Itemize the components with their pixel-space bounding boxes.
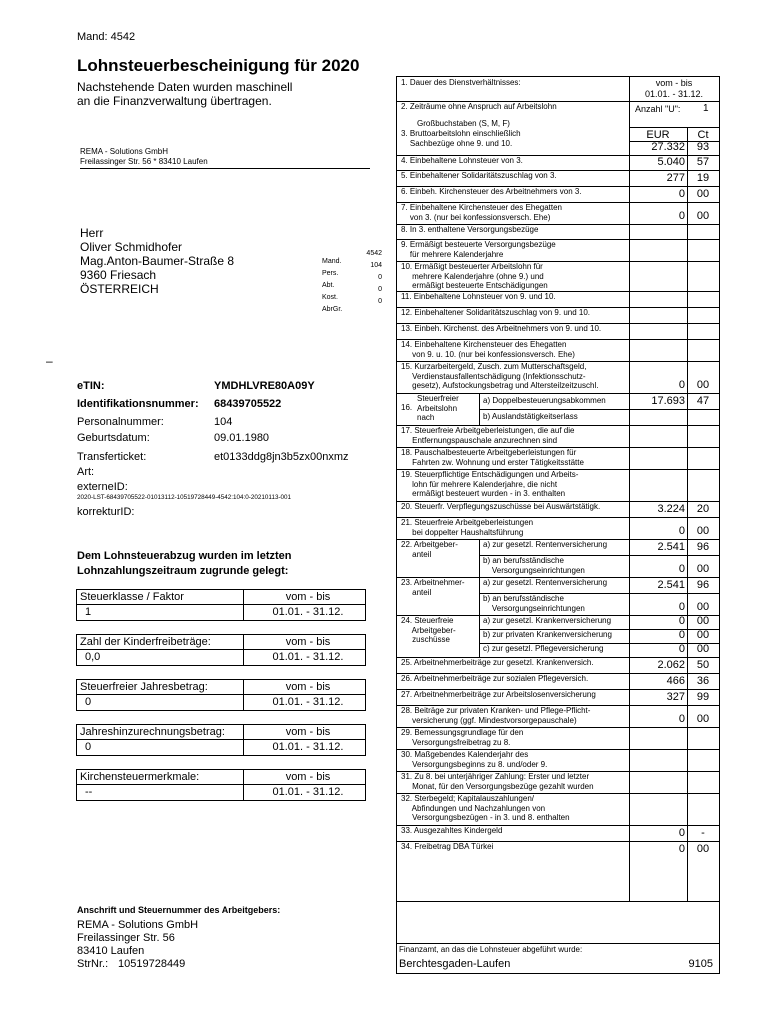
finanzamt-name: Berchtesgaden-Laufen <box>399 958 511 970</box>
row-label: 19. Steuerpflichtige Entschädigungen und Arbeits- lohn für mehrere Kalenderjahre, die nicht ermäßigt besteuert wurden - in 3. enthalten <box>401 470 579 498</box>
steuerklasse-box <box>76 589 366 623</box>
row-1 <box>397 77 719 101</box>
ct-value: 00 <box>696 713 710 725</box>
externeid-value: 2020-LST-68439705522-01013112-10519728449-4542:104:0-20210113-001 <box>77 494 292 501</box>
box-value: 1 <box>85 606 92 618</box>
eur-value: 0 <box>678 629 685 641</box>
row-label: 8. In 3. enthaltene Versorgungsbezüge <box>401 225 539 234</box>
row-label: 1. Dauer des Dienstverhältnisses: <box>401 78 521 87</box>
row-label: 28. Beiträge zur privaten Kranken- und Pflege-Pflicht- versicherung (ggf. Mindestvorsorgepauschale) <box>401 706 591 725</box>
row-22-b <box>397 555 719 577</box>
eur-value: 2.062 <box>657 659 685 671</box>
row-label: 15. Kurzarbeitergeld, Zusch. zum Mutterschaftsgeld, Verdienstausfallentschädigung (Infektionsschutz- gesetz), Aufstockungsbetrag und Altersteilzeitzuschl. <box>401 362 599 390</box>
ct-value: 00 <box>696 643 710 655</box>
birthdate-label: Geburtsdatum: <box>77 432 150 444</box>
row-32 <box>397 793 719 825</box>
eur-value: 17.693 <box>651 395 685 407</box>
code-value: 4542 <box>366 250 382 257</box>
box-value: 0 <box>85 696 92 708</box>
externeid-label: externeID: <box>77 481 128 493</box>
row-label: c) zur gesetzl. Pflegeversicherung <box>483 644 604 653</box>
eur-value: 0 <box>678 210 685 222</box>
birthdate-value: 09.01.1980 <box>214 432 270 444</box>
finanzamt-label: Finanzamt, an das die Lohnsteuer abgeführt wurde: <box>399 945 583 954</box>
row-label: 4. Einbehaltene Lohnsteuer von 3. <box>401 156 523 165</box>
row-8 <box>397 224 719 239</box>
row-24-b <box>397 629 719 643</box>
ct-value: 93 <box>696 141 710 153</box>
row-1-vom-bis: vom - bis <box>655 78 693 88</box>
row-3-values <box>397 141 719 155</box>
row-6 <box>397 186 719 202</box>
ct-value: 50 <box>696 659 710 671</box>
etin-value: YMDHLVRE80A09Y <box>214 380 315 392</box>
eur-value: 2.541 <box>657 579 685 591</box>
persnr-value: 104 <box>214 416 233 428</box>
row-16b-label: b) Auslandstätigkeitserlass <box>483 412 578 421</box>
ct-value: 00 <box>696 188 710 200</box>
row-16-title: Steuerfreier Arbeitslohn nach <box>417 394 459 422</box>
eur-value: 0 <box>678 827 685 839</box>
employer-street: Freilassinger Str. 56 <box>77 932 175 944</box>
row-label: 31. Zu 8. bei unterjähriger Zahlung: Erster und letzter Monat, für den Versorgungsbezüge gezahlt wurden <box>401 772 594 791</box>
code-label: Pers. <box>322 270 339 277</box>
row-29 <box>397 727 719 749</box>
row-label: a) zur gesetzl. Krankenversicherung <box>483 616 612 625</box>
row-label: 5. Einbehaltener Solidaritätszuschlag von 3. <box>401 171 557 180</box>
box-value: 0 <box>85 741 92 753</box>
row-label: 11. Einbehaltene Lohnsteuer von 9. und 10. <box>401 292 556 301</box>
ct-value: 00 <box>696 525 710 537</box>
row-label: 17. Steuerfreie Arbeitgeberleistungen, die auf die Entfernungspauschale anzurechnen sind <box>401 426 575 445</box>
idnr-value: 68439705522 <box>214 398 282 410</box>
code-label: AbrGr. <box>322 306 343 313</box>
box-period: 01.01. - 31.12. <box>272 696 344 708</box>
ct-value: 20 <box>696 503 710 515</box>
recipient-street: Mag.Anton-Baumer-Straße 8 <box>80 254 235 268</box>
row-label: 10. Ermäßigt besteuerter Arbeitslohn für mehrere Kalenderjahre (ohne 9.) und ermäßigt besteuerte Entschädigungen <box>401 262 548 290</box>
row-label: 12. Einbehaltener Solidaritätszuschlag von 9. und 10. <box>401 308 591 317</box>
fold-mark: – <box>46 354 53 368</box>
row-label: 7. Einbehaltene Kirchensteuer des Ehegatten von 3. (nur bei konfessionsversch. Ehe) <box>401 203 563 222</box>
row-10 <box>397 261 719 291</box>
ct-value: 99 <box>696 691 710 703</box>
recipient-city: 9360 Friesach <box>80 268 157 282</box>
row-label: 21. Steuerfreie Arbeitgeberleistungen bei doppelter Haushaltsführung <box>401 518 534 537</box>
employer-name: REMA - Solutions GmbH <box>77 919 199 931</box>
row-16a-label: a) Doppelbesteuerungsabkommen <box>483 396 606 405</box>
row-16-number: 16. <box>401 403 413 412</box>
box-label: Kirchensteuermerkmale: <box>80 771 200 783</box>
row-23-a <box>397 577 719 593</box>
row-label: 9. Ermäßigt besteuerte Versorgungsbezüge für mehrere Kalenderjahre <box>401 240 556 259</box>
ct-value: 57 <box>696 156 710 168</box>
row-24-c <box>397 643 719 657</box>
row-22-title: 22. Arbeitgeber- anteil <box>401 540 458 559</box>
eur-value: 0 <box>678 563 685 575</box>
row-27 <box>397 689 719 705</box>
row-7 <box>397 202 719 224</box>
row-9 <box>397 239 719 261</box>
employer-heading: Anschrift und Steuernummer des Arbeitgebers: <box>77 905 281 915</box>
code-value: 104 <box>370 262 382 269</box>
box-period-label: vom - bis <box>285 681 331 693</box>
row-1-period: 01.01. - 31.12. <box>644 89 704 99</box>
jahresbetrag-box <box>76 679 366 713</box>
box-period-label: vom - bis <box>285 591 331 603</box>
box-period: 01.01. - 31.12. <box>272 741 344 753</box>
row-24-title: 24. Steuerfreie Arbeitgeber- zuschüsse <box>401 616 456 644</box>
row-11 <box>397 291 719 307</box>
box-period: 01.01. - 31.12. <box>272 606 344 618</box>
row-14 <box>397 339 719 361</box>
code-label: Abt. <box>322 282 335 289</box>
row-label: 26. Arbeitnehmerbeiträge zur sozialen Pflegeversich. <box>401 674 589 683</box>
row-3-label: 3. Bruttoarbeitslohn einschließlich Sachbezüge ohne 9. und 10. <box>401 129 521 148</box>
basis-line-2: Lohnzahlungszeitraum zugrunde gelegt: <box>77 565 289 577</box>
finanzamt-number: 9105 <box>688 958 713 970</box>
ct-value: 19 <box>696 172 710 184</box>
row-13 <box>397 323 719 339</box>
row-label: 18. Pauschalbesteuerte Arbeitgeberleistungen für Fahrten zw. Wohnung und erster Tätigkeitsstätte <box>401 448 584 467</box>
subtitle-line-2: an die Finanzverwaltung übertragen. <box>77 94 272 108</box>
row-15 <box>397 361 719 393</box>
row-label: 2. Zeiträume ohne Anspruch auf Arbeitslohn <box>401 102 557 111</box>
row-28 <box>397 705 719 727</box>
recipient-salutation: Herr <box>80 226 104 240</box>
row-label: 34. Freibetrag DBA Türkei <box>401 842 494 851</box>
row-17 <box>397 425 719 447</box>
code-label: Kost. <box>322 294 338 301</box>
row-2-anzahl-label: Anzahl "U": <box>635 104 681 114</box>
box-value: 0,0 <box>85 651 101 663</box>
row-label: 25. Arbeitnehmerbeiträge zur gesetzl. Krankenversich. <box>401 658 594 667</box>
row-20 <box>397 501 719 517</box>
ct-value: 00 <box>696 615 710 627</box>
row-19 <box>397 469 719 501</box>
row-21 <box>397 517 719 539</box>
ct-value: - <box>701 827 705 839</box>
eur-value: 5.040 <box>657 156 685 168</box>
row-18 <box>397 447 719 469</box>
row-label: 27. Arbeitnehmerbeiträge zur Arbeitslosenversicherung <box>401 690 596 699</box>
employer-city: 83410 Laufen <box>77 945 145 957</box>
art-label: Art: <box>77 466 95 478</box>
row-22-a <box>397 539 719 555</box>
row-label: 33. Ausgezahltes Kindergeld <box>401 826 503 835</box>
ct-value: 96 <box>696 541 710 553</box>
eur-value: 27.332 <box>651 141 685 153</box>
ct-value: 00 <box>696 629 710 641</box>
box-label: Zahl der Kinderfreibeträge: <box>80 636 211 648</box>
eur-value: 2.541 <box>657 541 685 553</box>
ticket-value: et0133ddg8jn3b5zx00nxmz <box>214 451 349 463</box>
row-label: a) zur gesetzl. Rentenversicherung <box>483 578 608 587</box>
row-2-anzahl-value: 1 <box>703 103 709 114</box>
kinderfreibetraege-box <box>76 634 366 668</box>
row-24-a <box>397 615 719 629</box>
row-label: 6. Einbeh. Kirchensteuer des Arbeitnehmers von 3. <box>401 187 582 196</box>
eur-value: 327 <box>666 691 685 703</box>
basis-line-1: Dem Lohnsteuerabzug wurden im letzten <box>77 550 292 562</box>
eur-header: EUR <box>646 129 670 141</box>
eur-value: 3.224 <box>657 503 685 515</box>
ct-value: 36 <box>696 675 710 687</box>
ct-value: 00 <box>696 843 710 855</box>
row-5 <box>397 170 719 186</box>
kirchensteuer-box <box>76 769 366 803</box>
ct-value: 47 <box>696 395 710 407</box>
row-12 <box>397 307 719 323</box>
row-label: 30. Maßgebendes Kalenderjahr des Versorgungsbeginns zu 8. und/oder 9. <box>401 750 548 769</box>
row-2 <box>397 101 719 117</box>
row-label: 13. Einbeh. Kirchenst. des Arbeitnehmers von 9. und 10. <box>401 324 602 333</box>
row-label: a) zur gesetzl. Rentenversicherung <box>483 540 608 549</box>
box-label: Steuerklasse / Faktor <box>80 591 184 603</box>
row-label: 32. Sterbegeld; Kapitalauszahlungen/ Abfindungen und Nachzahlungen von Versorgungsbezügen - in 3. und 8. enthalten <box>401 794 570 822</box>
eur-value: 0 <box>678 843 685 855</box>
internal-codes <box>322 250 382 313</box>
box-period-label: vom - bis <box>285 636 331 648</box>
idnr-label: Identifikationsnummer: <box>77 398 199 410</box>
ct-value: 00 <box>696 563 710 575</box>
row-31 <box>397 771 719 793</box>
box-value: -- <box>85 786 93 798</box>
ticket-label: Transferticket: <box>77 451 147 463</box>
row-23-title: 23. Arbeitnehmer- anteil <box>401 578 465 597</box>
row-label: b) zur privaten Krankenversicherung <box>483 630 612 639</box>
row-label: b) an berufsständische Versorgungseinrichtungen <box>483 594 585 613</box>
row-label: b) an berufsständische Versorgungseinrichtungen <box>483 556 585 575</box>
box-label: Jahreshinzurechnungsbetrag: <box>80 726 225 738</box>
box-period-label: vom - bis <box>285 771 331 783</box>
sender-divider <box>80 168 370 169</box>
row-label: 20. Steuerfr. Verpflegungszuschüsse bei Auswärtstätigk. <box>401 502 601 511</box>
row-34 <box>397 841 719 857</box>
eur-value: 0 <box>678 379 685 391</box>
row-33 <box>397 825 719 841</box>
eur-value: 0 <box>678 525 685 537</box>
eur-value: 466 <box>666 675 685 687</box>
ct-value: 00 <box>696 601 710 613</box>
certificate-table <box>396 76 720 974</box>
row-26 <box>397 673 719 689</box>
row-30 <box>397 749 719 771</box>
box-period: 01.01. - 31.12. <box>272 786 344 798</box>
code-label: Mand. <box>322 258 342 265</box>
code-value: 0 <box>378 298 382 305</box>
hinzurechnung-box <box>76 724 366 758</box>
mandant-line: Mand: 4542 <box>77 31 136 43</box>
box-period-label: vom - bis <box>285 726 331 738</box>
eur-value: 277 <box>666 172 685 184</box>
row-23-b <box>397 593 719 615</box>
persnr-label: Personalnummer: <box>77 416 164 428</box>
subtitle-line-1: Nachstehende Daten wurden maschinell <box>77 80 293 94</box>
eur-value: 0 <box>678 713 685 725</box>
recipient-country: ÖSTERREICH <box>80 282 159 296</box>
employer-stnr-label: StrNr.: <box>77 958 109 970</box>
eur-value: 0 <box>678 615 685 627</box>
code-value: 0 <box>378 286 382 293</box>
box-label: Steuerfreier Jahresbetrag: <box>80 681 208 693</box>
row-label: 14. Einbehaltene Kirchensteuer des Ehegatten von 9. u. 10. (nur bei konfessionsversch. Ehe) <box>401 340 575 359</box>
page-title: Lohnsteuerbescheinigung für 2020 <box>77 56 360 75</box>
ct-value: 00 <box>696 210 710 222</box>
eur-value: 0 <box>678 643 685 655</box>
eur-value: 0 <box>678 601 685 613</box>
ct-value: 96 <box>696 579 710 591</box>
row-4 <box>397 155 719 170</box>
row-label: 29. Bemessungsgrundlage für den Versorgungsfreibetrag zu 8. <box>401 728 524 747</box>
ct-header: Ct <box>697 129 709 141</box>
sender-line-2: Freilassinger Str. 56 * 83410 Laufen <box>80 157 208 166</box>
recipient-name: Oliver Schmidhofer <box>80 240 183 254</box>
ct-value: 00 <box>696 379 710 391</box>
box-period: 01.01. - 31.12. <box>272 651 344 663</box>
code-value: 0 <box>378 274 382 281</box>
korrekturid-label: korrekturID: <box>77 506 135 518</box>
row-2b-label: Großbuchstaben (S, M, F) <box>417 119 510 128</box>
eur-value: 0 <box>678 188 685 200</box>
sender-line-1: REMA - Solutions GmbH <box>80 147 169 156</box>
row-25 <box>397 657 719 673</box>
etin-label: eTIN: <box>77 380 105 392</box>
employer-stnr-value: 10519728449 <box>118 958 186 970</box>
